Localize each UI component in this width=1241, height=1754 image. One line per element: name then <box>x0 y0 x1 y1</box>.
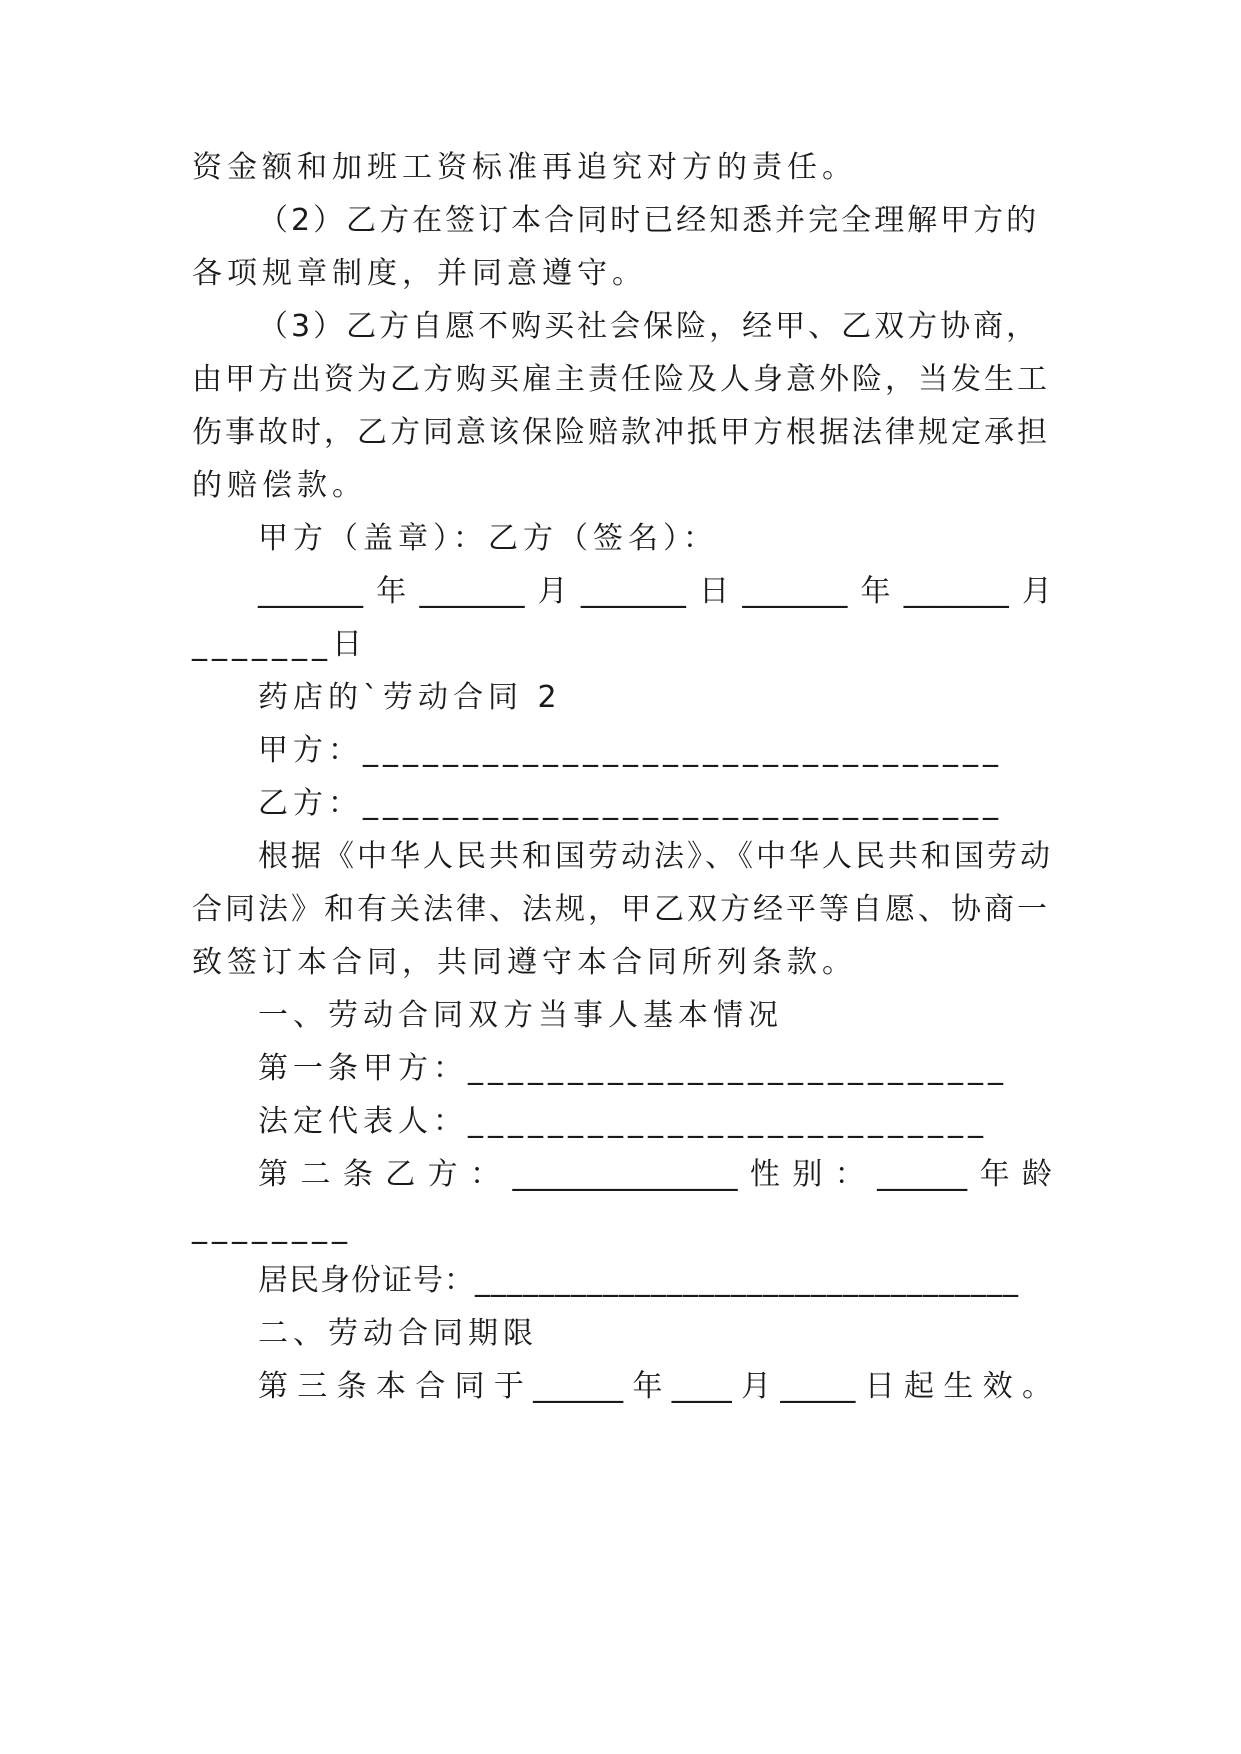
article-line: 第二条乙方：_______________性别：______年龄 <box>258 1157 1052 1192</box>
date-blank-line: _______日 <box>192 627 367 662</box>
blank-line: ________ <box>192 1210 352 1245</box>
paragraph-line: 伤事故时，乙方同意该保险赔款冲抵甲方根据法律规定承担 <box>192 415 1050 450</box>
paragraph-line: 致签订本合同，共同遵守本合同所列条款。 <box>192 945 857 980</box>
paragraph-line: 的赔偿款。 <box>192 468 367 503</box>
paragraph-line: （2）乙方在签订本合同时已经知悉并完全理解甲方的 <box>258 203 1040 238</box>
date-blank-line: _______年_______月_______日_______年_______月 <box>258 574 1052 609</box>
article-line: 法定代表人：__________________________ <box>258 1104 988 1139</box>
paragraph-line: 各项规章制度，并同意遵守。 <box>192 256 647 291</box>
paragraph-line: 合同法》和有关法律、法规，甲乙双方经平等自愿、协商一 <box>192 892 1050 927</box>
paragraph-line: 资金额和加班工资标准再追究对方的责任。 <box>192 150 857 185</box>
signature-label-line: 甲方（盖章）：乙方（签名）： <box>258 521 718 556</box>
paragraph-line: 根据《中华人民共和国劳动法》、《中华人民共和国劳动 <box>258 839 1053 874</box>
paragraph-line: 由甲方出资为乙方购买雇主责任险及人身意外险，当发生工 <box>192 362 1050 397</box>
section-heading: 一、劳动合同双方当事人基本情况 <box>258 998 783 1033</box>
article-line: 第三条本合同于______年____月_____日起生效。 <box>258 1369 1052 1404</box>
article-line: 居民身份证号：__________________________________ <box>258 1263 1019 1298</box>
section-title: 药店的`劳动合同 2 <box>258 680 562 715</box>
party-b-line: 乙方：________________________________ <box>258 786 1003 821</box>
party-a-line: 甲方：________________________________ <box>258 733 1003 768</box>
article-line: 第一条甲方：___________________________ <box>258 1051 1008 1086</box>
paragraph-line: （3）乙方自愿不购买社会保险，经甲、乙双方协商， <box>258 309 1040 344</box>
section-heading: 二、劳动合同期限 <box>258 1316 538 1351</box>
